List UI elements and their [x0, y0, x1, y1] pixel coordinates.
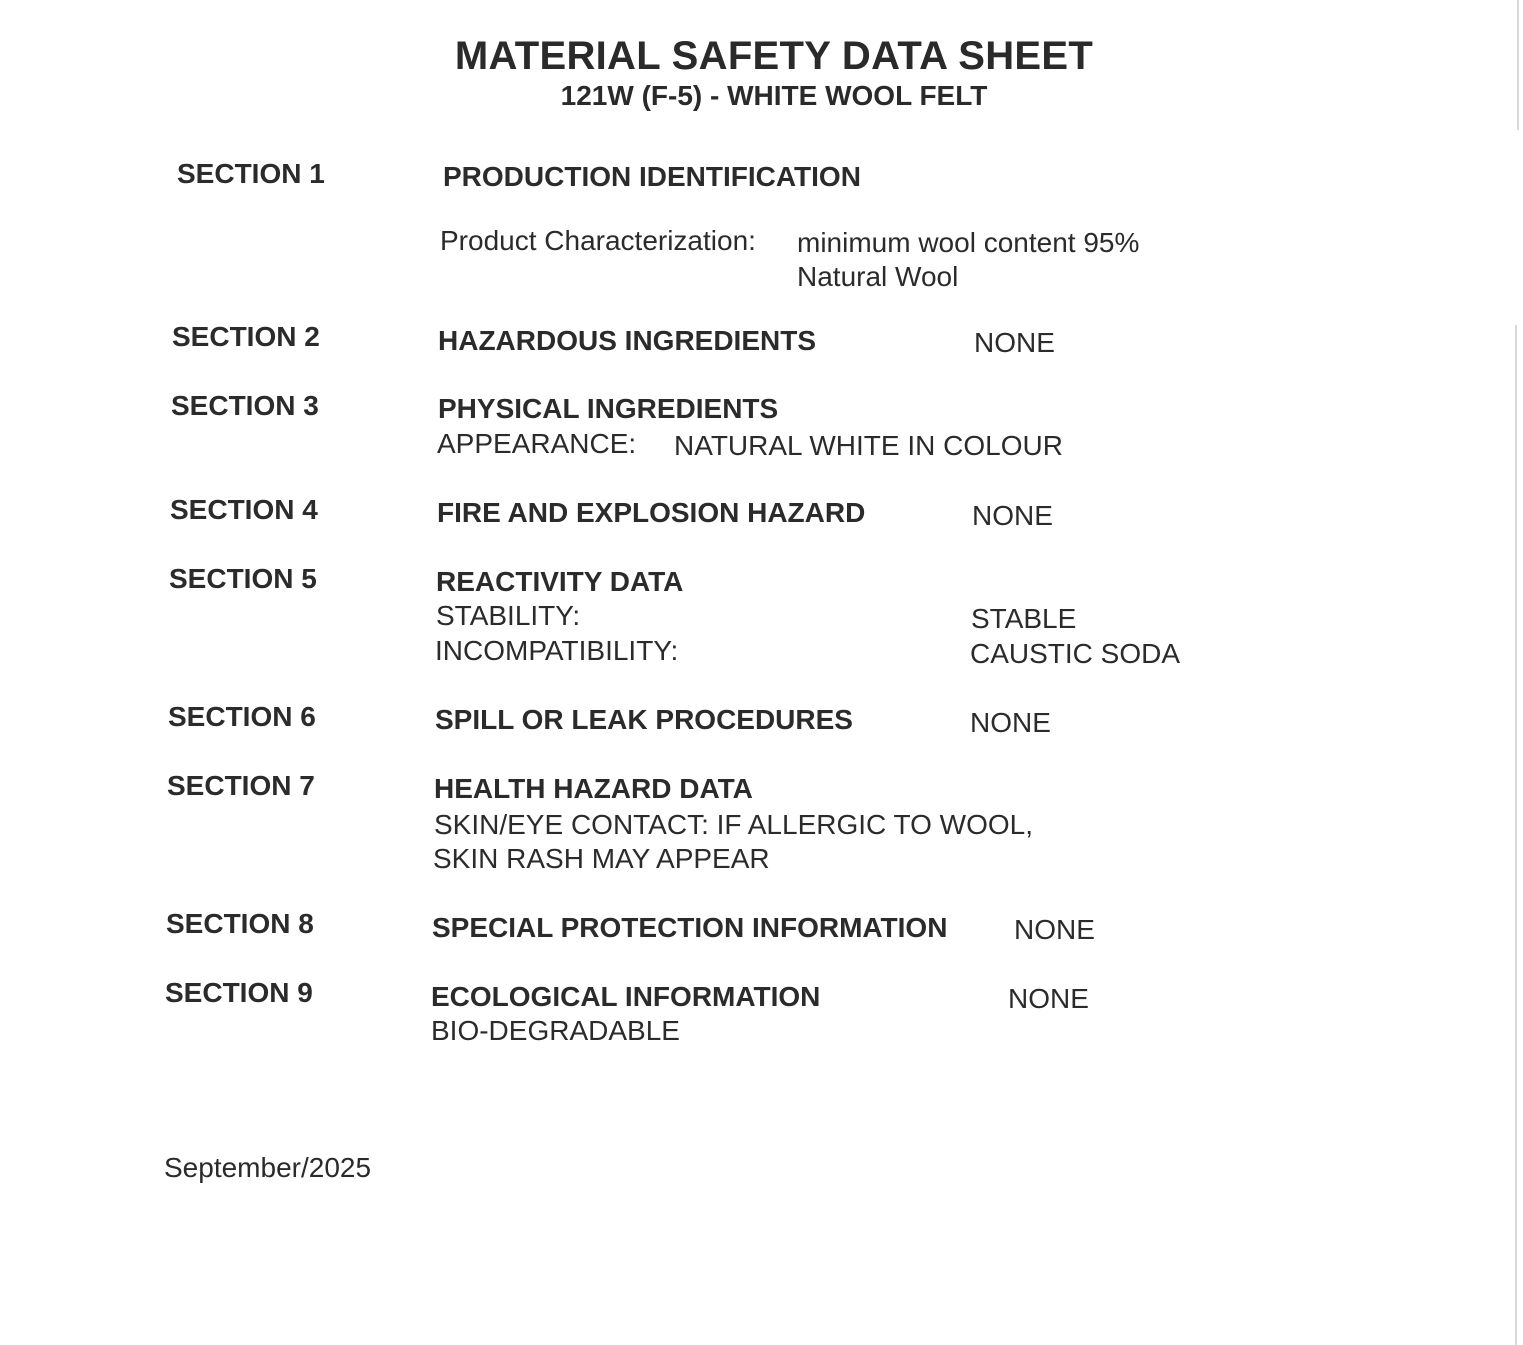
section-8-value: NONE [1014, 914, 1095, 945]
section-4-value: NONE [972, 500, 1053, 531]
section-9-value: NONE [1008, 983, 1089, 1014]
document-title: MATERIAL SAFETY DATA SHEET [454, 34, 1094, 78]
section-5-stability-value: STABLE [971, 603, 1077, 634]
section-4-heading: FIRE AND EXPLOSION HAZARD [437, 497, 866, 528]
scan-edge-bottom [1515, 325, 1517, 1345]
document-subtitle: 121W (F-5) - WHITE WOOL FELT [560, 80, 988, 111]
section-1-field-label: Product Characterization: [440, 225, 756, 256]
section-8-label: SECTION 8 [166, 908, 314, 939]
section-4-label: SECTION 4 [170, 494, 318, 525]
section-2-heading: HAZARDOUS INGREDIENTS [438, 325, 817, 356]
section-2-label: SECTION 2 [172, 321, 320, 352]
section-9-heading: ECOLOGICAL INFORMATION [431, 981, 821, 1012]
section-3-value: NATURAL WHITE IN COLOUR [674, 430, 1063, 461]
section-1-label: SECTION 1 [177, 158, 325, 189]
section-8-heading: SPECIAL PROTECTION INFORMATION [432, 912, 948, 943]
section-1-heading: PRODUCTION IDENTIFICATION [443, 161, 861, 192]
section-5-stability-label: STABILITY: [436, 600, 581, 631]
section-7-line-2: SKIN RASH MAY APPEAR [433, 843, 770, 874]
section-3-field-label: APPEARANCE: [437, 428, 637, 459]
section-5-heading: REACTIVITY DATA [436, 566, 684, 597]
section-5-label: SECTION 5 [169, 563, 317, 594]
section-7-line-1: SKIN/EYE CONTACT: IF ALLERGIC TO WOOL, [434, 809, 1034, 840]
section-7-heading: HEALTH HAZARD DATA [434, 773, 753, 804]
section-2-value: NONE [974, 327, 1055, 358]
section-5-incompatibility-value: CAUSTIC SODA [970, 638, 1181, 669]
section-7-label: SECTION 7 [167, 770, 315, 801]
document-date: September/2025 [164, 1152, 372, 1183]
section-5-incompatibility-label: INCOMPATIBILITY: [435, 635, 679, 666]
section-1-value-line-1: minimum wool content 95% [797, 227, 1140, 258]
section-1-value-line-2: Natural Wool [797, 261, 959, 292]
section-3-label: SECTION 3 [171, 390, 319, 421]
section-9-label: SECTION 9 [165, 977, 313, 1008]
section-6-label: SECTION 6 [168, 701, 316, 732]
section-6-value: NONE [970, 707, 1051, 738]
section-6-heading: SPILL OR LEAK PROCEDURES [435, 704, 853, 735]
section-3-heading: PHYSICAL INGREDIENTS [438, 393, 779, 424]
section-9-note: BIO-DEGRADABLE [431, 1015, 680, 1046]
